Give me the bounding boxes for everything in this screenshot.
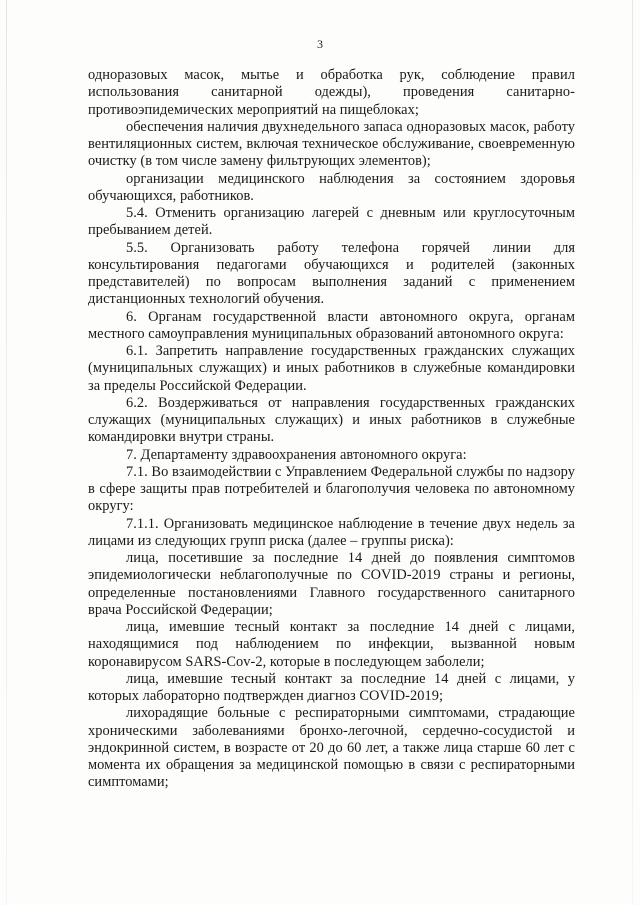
paragraph: 7.1.1. Организовать медицинское наблюдение в течение двух недель за лицами из следующих групп риска (далее – группы риска): [88, 515, 575, 549]
paragraph: 5.5. Организовать работу телефона горячей линии для консультирования педагогами обучающихся и родителей (законных представителей) по вопросам выполнения заданий с применением дистанционных технологий обучения. [88, 239, 575, 308]
paragraph: лихорадящие больные с респираторными симптомами, страдающие хроническими заболеваниями бронхо-легочной, сердечно-сосудистой и эндокринной систем, в возрасте от 20 до 60 лет, а также лица старше 60 лет с момента их обращения за медицинской помощью в связи с респираторными симптомами; [88, 705, 575, 791]
paragraph: 5.4. Отменить организацию лагерей с дневным или круглосуточным пребыванием детей. [88, 205, 575, 239]
paragraph: 7. Департаменту здравоохранения автономного округа: [126, 446, 467, 463]
document-body [88, 67, 575, 792]
paragraph: обеспечения наличия двухнедельного запаса одноразовых масок, работу вентиляционных систем, включая техническое обслуживание, своевременную очистку (в том числе замену фильтрующих элементов); [88, 118, 575, 170]
paragraph: лица, имевшие тесный контакт за последние 14 дней с лицами, находящимися под наблюдением по инфекции, вызванной новым коронавирусом SARS-Cov-2, которые в последующем заболели; [88, 619, 575, 670]
paragraph: 6. Органам государственной власти автономного округа, органам местного самоуправления муниципальных образований автономного округа: [88, 308, 575, 342]
paragraph: 7.1. Во взаимодействии с Управлением Федеральной службы по надзору в сфере защиты прав потребителей и благополучия человека по автономному округу: [88, 463, 575, 515]
paragraph: организации медицинского наблюдения за состоянием здоровья обучающихся, работников. [88, 170, 575, 204]
paragraph: лица, имевшие тесный контакт за последние 14 дней с лицами, у которых лабораторно подтвержден диагноз COVID-2019; [88, 670, 575, 704]
paragraph: лица, посетившие за последние 14 дней до появления симптомов эпидемиологически неблагополучные по COVID-2019 страны и регионы, определенные постановлениями Главного государственного санитарного врача Российской Федерации; [88, 550, 575, 618]
paragraph: 6.1. Запретить направление государственных гражданских служащих (муниципальных служащих) и иных работников в служебные командировки за пределы Российской Федерации. [88, 343, 575, 394]
scan-edge-left [6, 0, 7, 905]
scan-edge-right [632, 0, 633, 905]
paragraph: 6.2. Воздерживаться от направления государственных гражданских служащих (муниципальных служащих) и иных работников в служебные командировки внутри страны. [88, 394, 575, 446]
paragraph: одноразовых масок, мытье и обработка рук, соблюдение правил использования санитарной одежды), проведения санитарно-противоэпидемических мероприятий на пищеблоках; [88, 67, 575, 118]
page-number: 3 [317, 37, 323, 51]
